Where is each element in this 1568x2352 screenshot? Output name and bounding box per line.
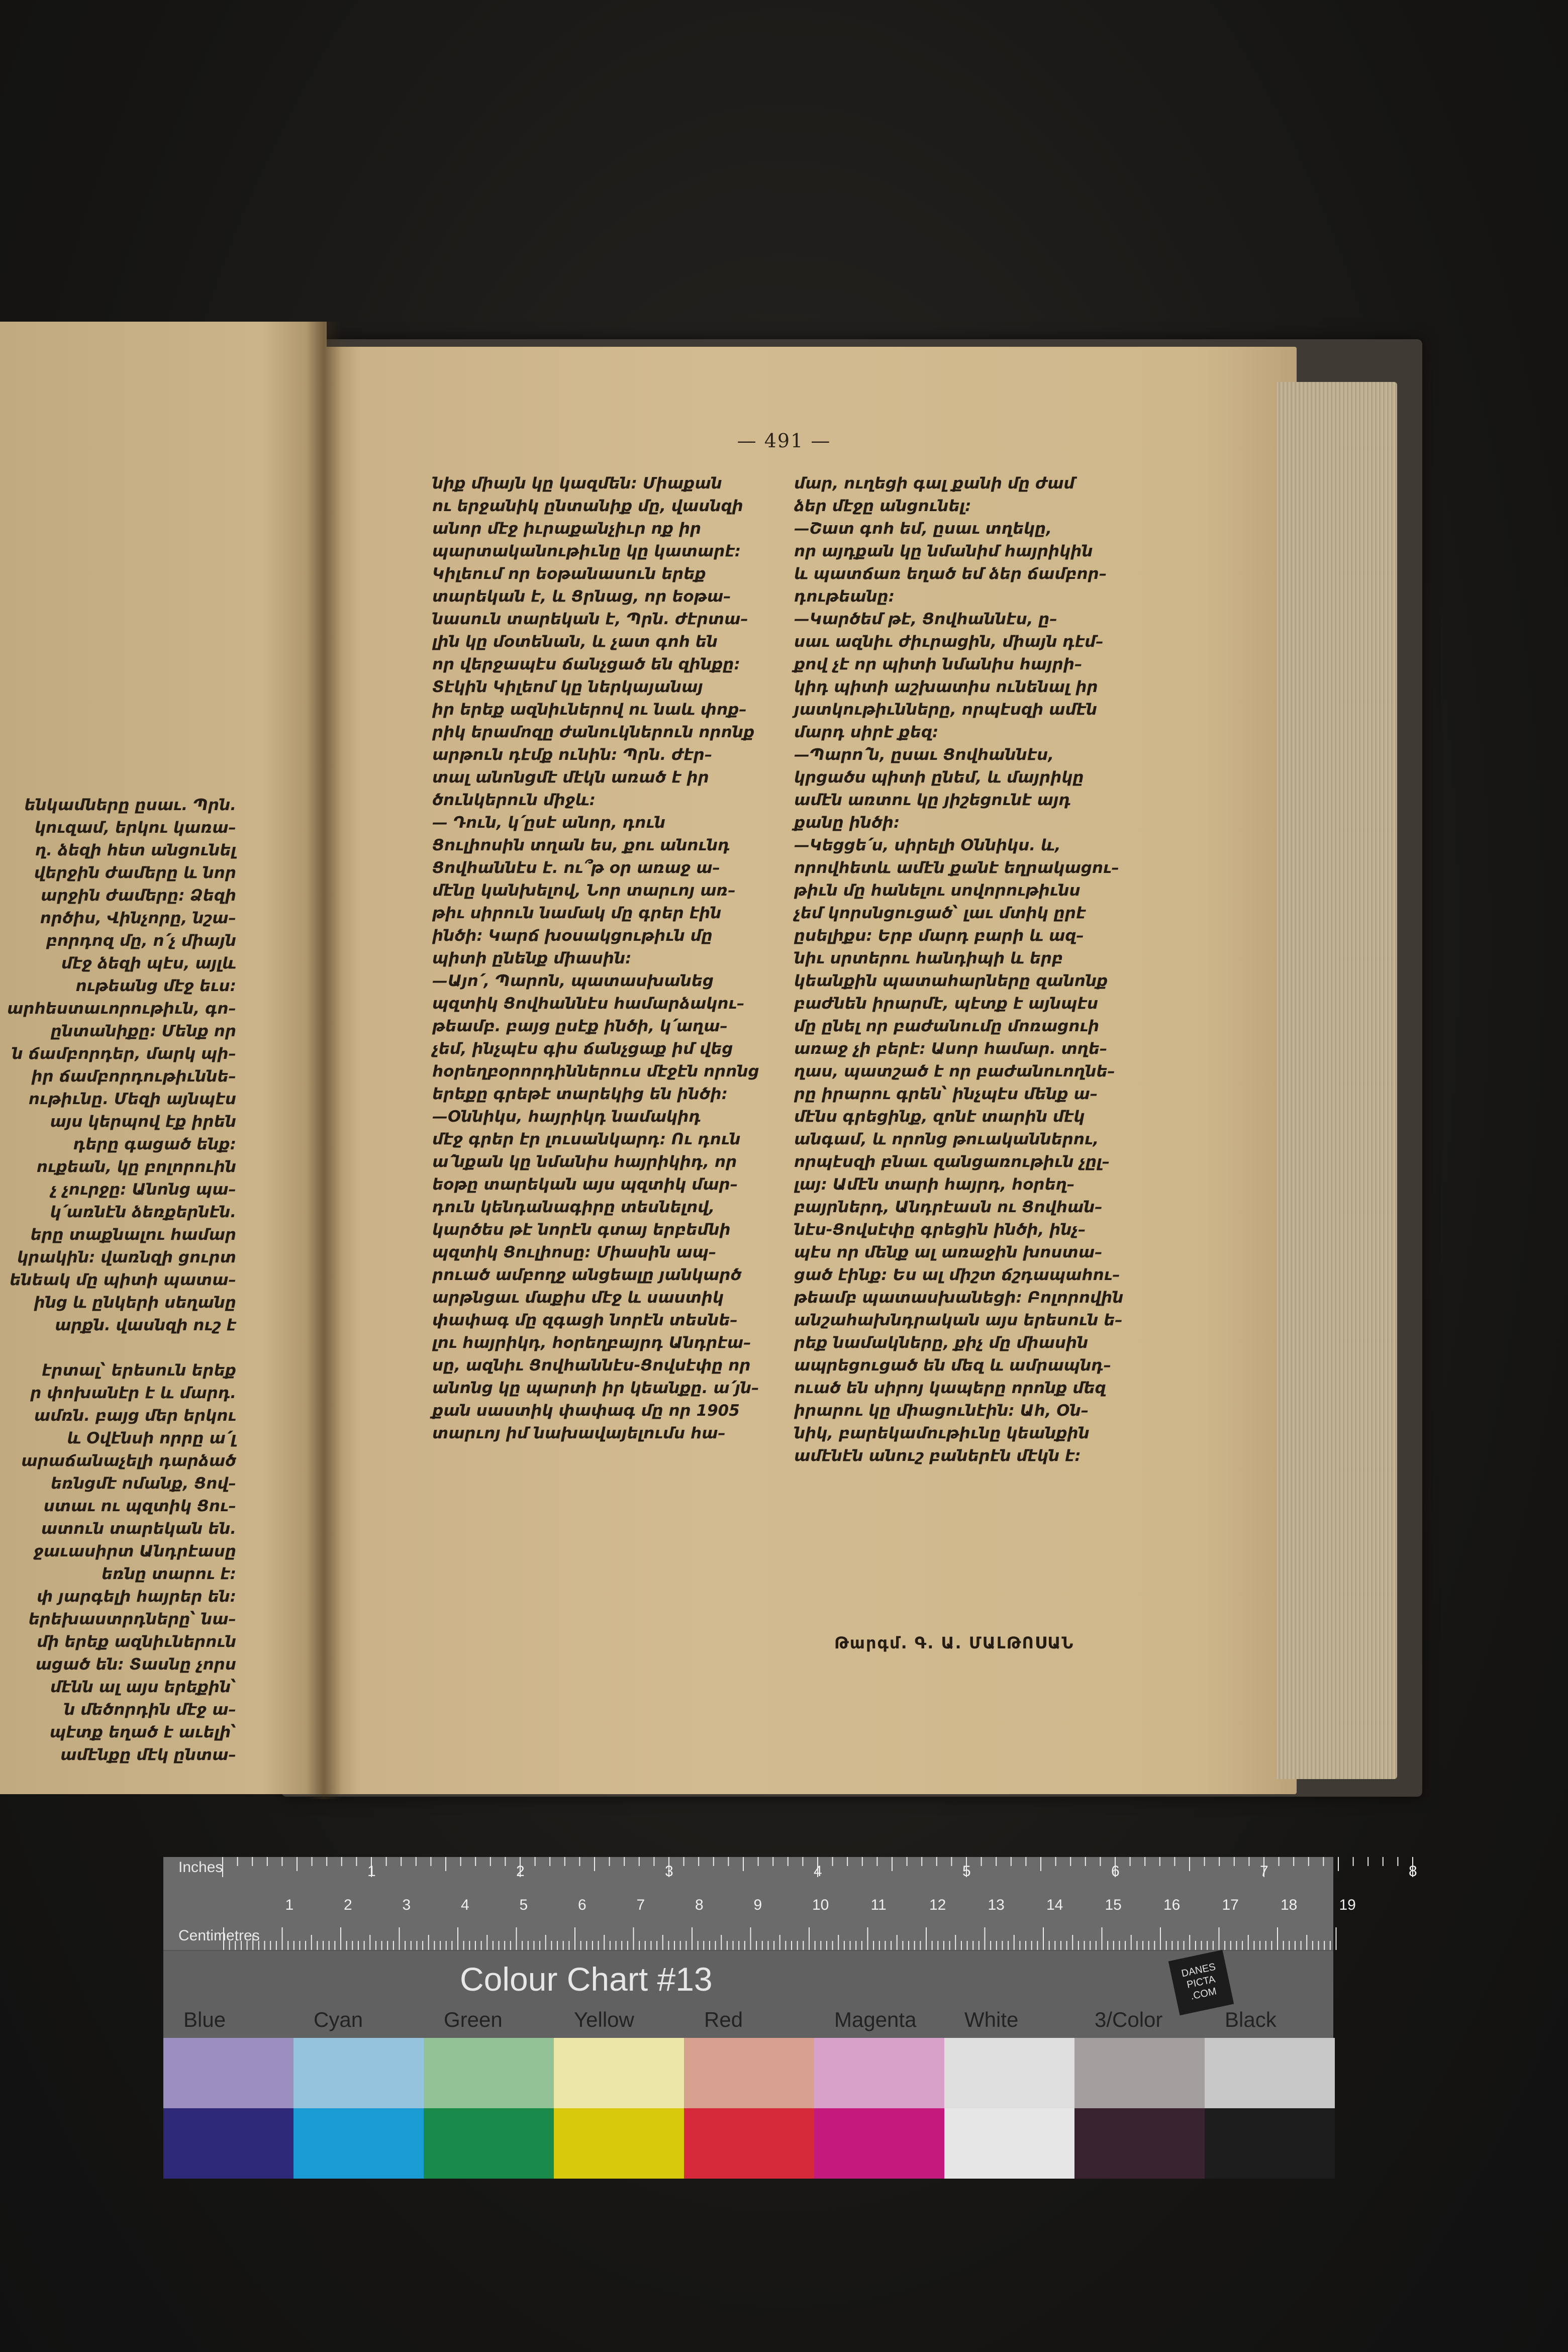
text-line: րուած ամբողջ անցեալը յանկարծ (432, 1266, 742, 1284)
text-line: ստաւ ու պզտիկ Ցու– (43, 1497, 236, 1515)
text-line: Կիլեում որ եօթանասուն երեք (432, 565, 706, 583)
text-line: անգամ, և որոնց թուականներու, (794, 1130, 1099, 1148)
text-line: բորդոզ մը, ո՛չ միայն (46, 932, 236, 950)
text-line: որ վերջապէս ճանչցած են զինքը։ (432, 655, 740, 673)
text-line: դերը գացած ենք։ (73, 1135, 236, 1153)
text-line: իր երեք ազնիւներով ու նաև փոք– (432, 701, 747, 719)
text-line: անշահախնդրական այս երեսուն ե– (794, 1311, 1123, 1329)
text-line: ընտանիքը։ Մենք որ (50, 1022, 236, 1040)
text-line: եօթը տարեկան այս պզտիկ մար– (432, 1175, 738, 1194)
text-line: հօրեղբօրորդիններուս մէջէն որոնց (432, 1062, 759, 1081)
text-line: արթնցաւ մաքիս մէջ և սաստիկ (432, 1289, 724, 1307)
translator-signature: Թարգմ. Գ. Ա. ՄԱԼԹՈՍԱՆ (834, 1633, 1074, 1652)
text-line: ղ. ձեզի հետ անցունել (35, 841, 236, 859)
text-line: ղաս, պատշած է որ բաժանուողնե– (794, 1062, 1115, 1081)
swatch-dark (554, 2108, 684, 2179)
cm-number: 6 (578, 1897, 586, 1913)
text-line: ենեակ մը պիտի պատա– (10, 1271, 236, 1289)
left-page-text (0, 794, 322, 1767)
cm-number: 10 (812, 1897, 829, 1913)
text-line: թիւն մը հանելու սովորութիւնս (794, 881, 1081, 900)
text-line: դուն կենդանագիրը տեսնելով, (432, 1198, 715, 1216)
text-line: լին կը մօտենան, և չատ գոհ են (432, 633, 718, 651)
cm-number: 16 (1163, 1897, 1181, 1913)
inch-number: 5 (962, 1863, 971, 1880)
middle-column-text (432, 472, 784, 1445)
text-line: պէս որ մենք ալ առաջին խոստա– (794, 1243, 1103, 1261)
text-line: ութիւնը. Մեզի այնպէս (28, 1090, 236, 1108)
swatch-light (684, 2038, 814, 2108)
text-line: քանը ինծի։ (794, 814, 900, 832)
text-line: երեքը գրեթէ տարեկից են ինծի։ (432, 1085, 728, 1103)
text-line: ամէնէն անուշ բաներէն մէկն է։ (794, 1447, 1081, 1465)
text-line: ամէնքը մէկ ընտա– (60, 1746, 236, 1764)
cm-number: 4 (461, 1897, 469, 1913)
text-line: ուած են սիրոյ կապերը որոնք մեզ (794, 1379, 1106, 1397)
text-line: սը, ազնիւ Ցովհաննէս-Ցովսէփը որ (432, 1356, 751, 1375)
text-line: —Կարծեմ թէ, Ցովհաննէս, ը– (794, 610, 1057, 628)
text-line: նիւ սրտերու հանդիպի և երբ (794, 949, 1063, 967)
text-line: բաժնեն իրարմէ, պէտք է այնպէս (794, 995, 1099, 1013)
text-line: ինց և ընկերի սեղանը (34, 1294, 236, 1312)
swatch-label: White (964, 2008, 1019, 2031)
cm-number: 11 (870, 1897, 887, 1913)
text-line: նէս-Ցովսէփը գրեցին ինծի, ինչ– (794, 1221, 1086, 1239)
swatch-dark (1205, 2108, 1335, 2179)
swatch-light (1074, 2038, 1205, 2108)
cm-number: 17 (1222, 1897, 1239, 1913)
text-line: արհեստաւորութիւն, գո– (7, 1000, 236, 1018)
text-line: արթուն դէմք ունին։ Պրն. ժէր– (432, 746, 713, 764)
text-line: նասուն տարեկան է, Պրն. ժէրտա– (432, 610, 748, 628)
ruler-cm-label: Centimetres (178, 1927, 260, 1944)
swatch-dark (1074, 2108, 1205, 2179)
text-line: Ցուլիոսին տղան ես, քու անունդ (432, 836, 730, 854)
text-line: պիտի ընենք միասին։ (432, 949, 632, 967)
swatch-label: Red (704, 2008, 743, 2031)
page-edges (1277, 382, 1397, 1779)
text-line: եռնցմէ ոմանք, Ցով– (50, 1475, 236, 1493)
text-line: ծունկերուն միջև։ (432, 791, 596, 809)
text-line: դութեանը։ (794, 587, 895, 606)
text-line: —Պարո՛ն, ըսաւ Ցովհաննէս, (794, 746, 1054, 764)
text-line: րեք նամակները, քիչ մը միասին (794, 1334, 1089, 1352)
text-line: արաճանաչելի դարձած (21, 1452, 236, 1470)
text-line: ն ճամբորդեր, մարկ պի– (12, 1045, 236, 1063)
text-line: որպէսզի բնաւ զանցառութիւն չըլ– (794, 1153, 1110, 1171)
text-line: նիք միայն կը կազմեն։ Միաքան (432, 474, 722, 493)
text-line: պարտականութիւնը կը կատարէ։ (432, 542, 741, 560)
cm-number: 1 (285, 1897, 294, 1913)
inch-number: 4 (814, 1863, 822, 1880)
text-line: վերջին ժամերը և նոր (34, 864, 236, 882)
inch-number: 2 (516, 1863, 525, 1880)
text-line: իր ճամբորդութիւննե– (31, 1067, 236, 1086)
ruler (163, 1857, 1417, 1951)
text-line: կիդ պիտի աշխատիս ունենալ իր (794, 678, 1098, 696)
swatch-label: 3/Color (1095, 2008, 1163, 2031)
text-line: չեմ կորսնցուցած՝ լաւ մտիկ ըրէ (794, 904, 1086, 922)
text-line: ու երջանիկ ընտանիք մը, վասնզի (432, 497, 743, 515)
text-line: Ցովհաննէս է. ու՞թ օր առաջ ա– (432, 859, 721, 877)
swatch-dark (944, 2108, 1074, 2179)
text-line: պզտիկ Ցուլիոսը։ Միասին ապ– (432, 1243, 717, 1261)
text-line: թեամբ պատասխանեցի։ Բոլորովին (794, 1289, 1124, 1307)
text-line: մէնը կանխելով, Նոր տարւոյ առ– (432, 881, 736, 900)
left-page (0, 322, 327, 1794)
inch-number: 1 (367, 1863, 376, 1880)
text-line: ձեր մէջը անցունել։ (794, 497, 971, 515)
cm-number: 12 (929, 1897, 946, 1913)
swatch-label: Black (1225, 2008, 1277, 2031)
text-line: պէտք եղած է աւելի՝ (49, 1723, 236, 1741)
text-line: պզտիկ Ցովհաննէս համարձակու– (432, 995, 745, 1013)
cm-number: 3 (402, 1897, 411, 1913)
cm-number: 8 (695, 1897, 704, 1913)
swatch-light (944, 2038, 1074, 2108)
colour-chart (163, 1857, 1417, 2179)
text-line: մէջ գրեր էր լուսանկարդ։ Ու դուն (432, 1130, 741, 1148)
swatch-dark (814, 2108, 944, 2179)
cm-number: 13 (988, 1897, 1005, 1913)
text-line: ենկամները ըսաւ. Պրն. (24, 796, 236, 814)
text-line: առաջ չի բերէ։ Ասոր համար. տղե– (794, 1040, 1108, 1058)
text-line: ըսելիքս։ Երբ մարդ բարի և ազ– (794, 927, 1084, 945)
cm-number: 2 (344, 1897, 352, 1913)
text-line: ջաւասիրտ Անդրէասը (34, 1542, 236, 1560)
text-line: կեանքին պատահարները զանոնք (794, 972, 1108, 990)
text-line: մի երեք ազնիւներուն (37, 1633, 236, 1651)
text-line: թեամբ. բայց ըսէք ինծի, կ՛աղա– (432, 1017, 728, 1035)
text-line: ապրեցուցած են մեզ և ամրապնդ– (794, 1356, 1112, 1375)
text-line: —Այո՛, Պարոն, պատասխանեց (432, 972, 714, 990)
text-line: — Դուն, կ՛ըսէ անոր, դուն (432, 814, 665, 832)
text-line: րիկ երամոզը ժանուկներուն որոնք (432, 723, 755, 741)
text-line: երը տաքնալու համար (30, 1226, 236, 1244)
text-line: կրցածս պիտի ընեմ, և մայրիկը (794, 768, 1084, 787)
text-line: ործիս, Վինչորը, նշա– (40, 909, 236, 927)
cm-number: 14 (1046, 1897, 1063, 1913)
text-line: կրակին։ վառնզի ցուրտ (17, 1248, 236, 1266)
text-line: բայրներդ, Անդրէասն ու Ցովհան– (794, 1198, 1103, 1216)
text-line: անոր մէջ իւրաքանչիւր ոք իր (432, 520, 702, 538)
cm-number: 15 (1105, 1897, 1122, 1913)
text-line: թիւ սիրուն նամակ մը գրեր էին (432, 904, 722, 922)
text-line: ա՛նքան կը նմանիս հայրիկիդ, որ (432, 1153, 737, 1171)
swatch-label: Green (444, 2008, 503, 2031)
inch-number: 8 (1409, 1863, 1417, 1880)
text-line: ատուն տարեկան են. (41, 1520, 236, 1538)
cm-number: 19 (1339, 1897, 1356, 1913)
swatch-light (814, 2038, 944, 2108)
text-line: ուքեան, կը բոլորուին (36, 1158, 236, 1176)
text-line: երեխաստրդները՝ նա– (28, 1610, 236, 1628)
text-line: —Կեցցե՛ս, սիրելի Օննիկս. և, (794, 836, 1061, 854)
right-column-text (794, 472, 1146, 1467)
book-gutter (307, 322, 342, 1799)
cm-number: 7 (636, 1897, 645, 1913)
inch-number: 7 (1260, 1863, 1268, 1880)
danes-picta-logo: DANES PICTA .COM (1168, 1950, 1234, 2015)
text-line: նիկ, բարեկամութիւնը կեանքին (794, 1424, 1090, 1442)
inch-number: 6 (1111, 1863, 1120, 1880)
text-line: տարւոյ իմ նախավայելումս հա– (432, 1424, 726, 1442)
ruler-inches-label: Inches (178, 1859, 223, 1876)
text-line: կարծես թէ նորէն գտայ երբեմնի (432, 1221, 731, 1239)
cm-number: 9 (753, 1897, 762, 1913)
swatch-light (554, 2038, 684, 2108)
page-number: — 491 — (737, 430, 831, 452)
text-line (0, 1337, 322, 1359)
text-line: սաւ ազնիւ ժիւրացին, միայն դէմ– (794, 633, 1104, 651)
swatch-dark (293, 2108, 424, 2179)
swatch-label: Yellow (574, 2008, 634, 2031)
swatch-dark (163, 2108, 293, 2179)
text-line: մարդ սիրէ քեզ։ (794, 723, 939, 741)
chart-title: Colour Chart #13 (460, 1961, 713, 1998)
swatch-light (1205, 2038, 1335, 2108)
text-line: ցած էինք։ Ես ալ միշտ ճշդապահու– (794, 1266, 1120, 1284)
text-line: ամէն առտու կը յիշեցունէ այդ (794, 791, 1071, 809)
text-line: փափագ մը զգացի նորէն տեսնե– (432, 1311, 738, 1329)
text-line: էրտալ՝ երեսուն երեք (41, 1361, 236, 1380)
text-line: մը ընել որ բաժանումը մոռացուի (794, 1017, 1100, 1035)
text-line: իրարու կը միացունէին։ Ահ, Օն– (794, 1402, 1089, 1420)
swatch-light (163, 2038, 293, 2108)
text-line: տարեկան է, և Ցրնաց, որ եօթա– (432, 587, 731, 606)
cm-number: 18 (1281, 1897, 1298, 1913)
text-line: մէջ ձեզի պէս, այլև (61, 954, 236, 972)
swatch-label: Magenta (834, 2008, 917, 2031)
text-line: չ չուրջը։ Անոնց պա– (50, 1181, 236, 1199)
ruler-ticks (163, 1857, 1417, 1950)
swatch-light (424, 2038, 554, 2108)
text-line: և պատճառ եղած եմ ձեր ճամբոր– (794, 565, 1107, 583)
text-line: կ՛առնէն ձեռքերնէն. (50, 1203, 236, 1221)
text-line: քան սաստիկ փափագ մը որ 1905 (432, 1402, 740, 1420)
text-line: ինծի։ Կարճ խօսակցութիւն մը (432, 927, 713, 945)
text-line: լայ։ Ամէն տարի հայրդ, հօրեղ– (794, 1175, 1075, 1194)
text-line: մար, ուղեցի գալ քանի մը ժամ (794, 474, 1075, 493)
swatch-label: Cyan (314, 2008, 363, 2031)
text-line: մէնս գրեցինք, զոնէ տարին մէկ (794, 1108, 1085, 1126)
text-line: կուզամ, երկու կառա– (35, 819, 236, 837)
text-line: րը իրարու գրեն՝ ինչպէս մենք ա– (794, 1085, 1098, 1103)
swatch-dark (684, 2108, 814, 2179)
text-line: —Շատ գոհ եմ, ըսաւ տղեկը, (794, 520, 1052, 538)
text-line: ութեանց մէջ եւս։ (75, 977, 236, 995)
text-line: —Օննիկս, հայրիկդ նամակիդ (432, 1108, 701, 1126)
text-line: արքն. վասնզի ուշ է (55, 1316, 236, 1334)
inch-number: 3 (665, 1863, 673, 1880)
text-line: ն մեծորդին մէջ ա– (64, 1701, 236, 1719)
text-line: անոնց կը պարտի իր կեանքը. ա՛յն– (432, 1379, 759, 1397)
text-line: ր փոխանէր է և մարդ. (30, 1384, 236, 1402)
text-line: արջին ժամերը։ Ձեզի (41, 887, 236, 905)
text-line: և Օվէնսի որրը ա՛լ (67, 1429, 236, 1447)
text-line: այս կերպով էք իրեն (50, 1113, 236, 1131)
text-line: լու հայրիկդ, հօրեղբայրդ Անդրէա– (432, 1334, 751, 1352)
text-line: Տէկին Կիլեոմ կը ներկայանայ (432, 678, 703, 696)
text-line: տալ անոնցմէ մէկն առած է իր (432, 768, 709, 787)
swatch-light (293, 2038, 424, 2108)
text-line: որովհետև ամէն քանէ եղրակացու– (794, 859, 1120, 877)
swatch-label: Blue (183, 2008, 226, 2031)
text-line: յատկութիւնները, որպէսզի ամէն (794, 701, 1098, 719)
text-line: ացած են։ Տասնը չորս (35, 1655, 236, 1674)
swatch-dark (424, 2108, 554, 2179)
cm-number: 5 (519, 1897, 528, 1913)
text-line: քով չէ որ պիտի նմանիս հայրի– (794, 655, 1083, 673)
text-line: չեմ, ինչպէս գիս ճանչցաք իմ վեց (432, 1040, 733, 1058)
text-line: որ այդքան կը նմանիմ հայրիկին (794, 542, 1093, 560)
text-line: ամռն. բայց մեր երկու (34, 1407, 236, 1425)
text-line: փ յարգելի հայրեր են։ (37, 1588, 236, 1606)
text-line: եռնը տարու է։ (102, 1565, 236, 1583)
text-line: մէնն ալ այս երեքին՝ (50, 1678, 236, 1696)
